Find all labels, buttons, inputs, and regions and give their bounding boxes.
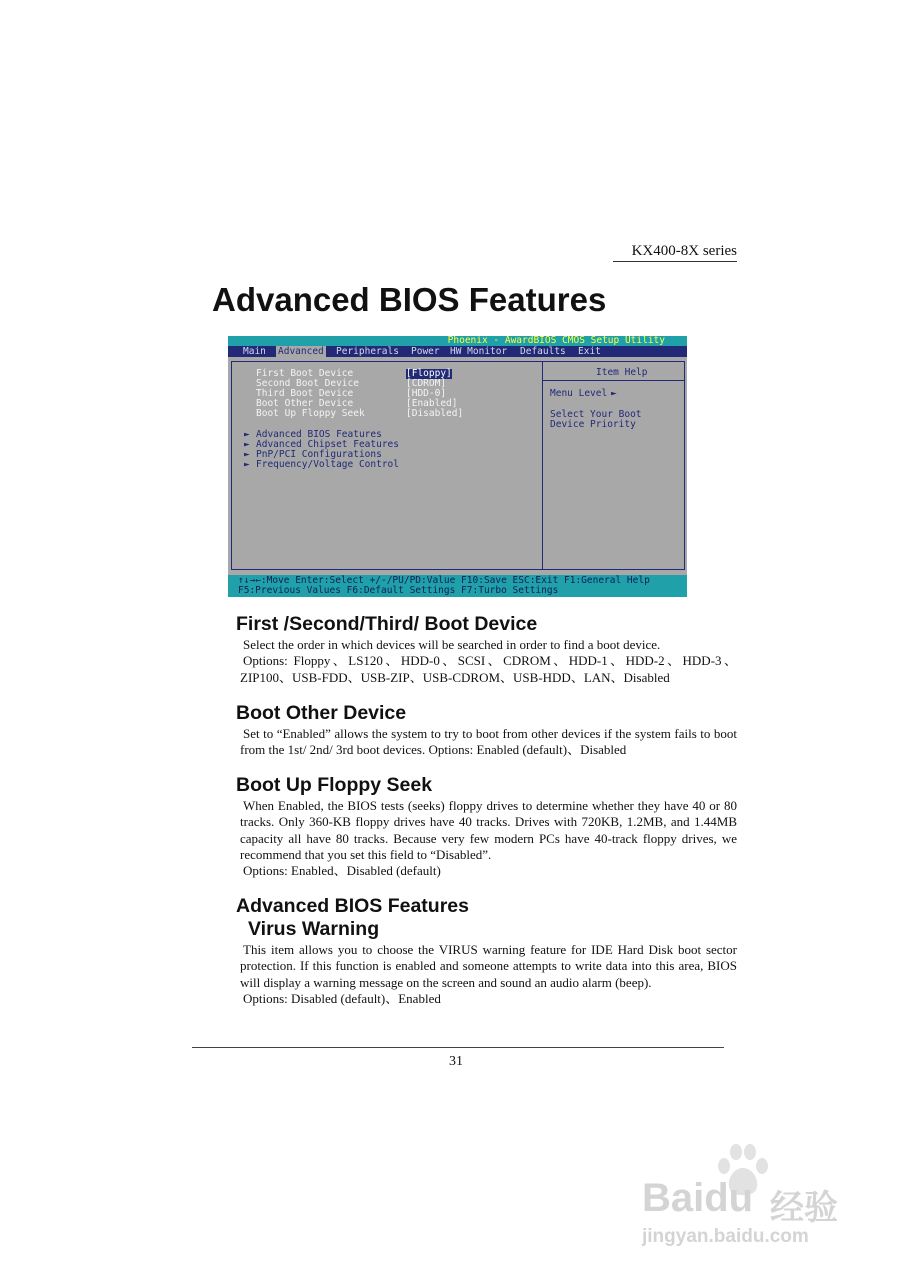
- paragraph: Select the order in which devices will be searched in order to find a boot device.: [243, 637, 661, 652]
- series-label: KX400-8X series: [613, 243, 737, 262]
- paragraph: Options: Enabled、Disabled (default): [243, 863, 441, 879]
- bios-setting-value[interactable]: [HDD-0]: [406, 388, 447, 399]
- submenu-arrow-icon: ►: [244, 439, 250, 450]
- bios-tab-power[interactable]: Power: [411, 346, 440, 357]
- bios-submenu-item[interactable]: Advanced BIOS Features: [256, 429, 382, 440]
- bios-setting-label[interactable]: Boot Other Device: [256, 398, 354, 409]
- bios-help-header-line: [543, 380, 684, 381]
- bios-title: Phoenix - AwardBIOS CMOS Setup Utility: [447, 335, 665, 346]
- bios-title-bar: [228, 336, 687, 346]
- bios-screenshot: [228, 336, 687, 597]
- bios-setting-label[interactable]: Third Boot Device: [256, 388, 354, 399]
- bios-setting-value[interactable]: [CDROM]: [406, 378, 447, 389]
- paragraph: Options: Floppy、LS120、HDD-0、SCSI、CDROM、HDD-1、HDD-2、HDD-3、ZIP100、USB-FDD、USB-ZIP、USB-CDROM、USB-HDD、LAN、Disabled: [240, 653, 737, 685]
- section-heading: Boot Other Device: [236, 702, 407, 724]
- bios-tab-hw-monitor[interactable]: HW Monitor: [450, 346, 508, 357]
- bios-help-text: Select Your Boot: [550, 409, 642, 420]
- section-subheading: Virus Warning: [248, 918, 380, 940]
- baidu-watermark: [640, 1140, 860, 1250]
- submenu-arrow-icon: ►: [244, 449, 250, 460]
- section-body: [240, 726, 737, 759]
- bios-help-menu-level: Menu Level: [550, 388, 608, 399]
- page-number: 31: [449, 1054, 463, 1069]
- bios-tab-advanced[interactable]: Advanced: [278, 346, 324, 357]
- bios-setting-label[interactable]: Boot Up Floppy Seek: [256, 408, 365, 419]
- submenu-arrow-icon: ►: [244, 459, 250, 470]
- bios-help-title: Item Help: [596, 367, 648, 378]
- bios-main-panel: [231, 361, 685, 570]
- bios-submenu-item[interactable]: PnP/PCI Configurations: [256, 449, 382, 460]
- section-body: [240, 942, 737, 1007]
- bios-setting-value[interactable]: [Enabled]: [406, 398, 458, 409]
- bios-key-legend-line: ↑↓→←:Move Enter:Select +/-/PU/PD:Value F10:Save ESC:Exit F1:General Help: [238, 575, 650, 586]
- bios-setting-label[interactable]: Second Boot Device: [256, 378, 359, 389]
- bios-tab-peripherals[interactable]: Peripherals: [336, 346, 399, 357]
- bios-setting-label[interactable]: First Boot Device: [256, 368, 354, 379]
- section-body: [240, 798, 737, 879]
- bios-key-legend-line: F5:Previous Values F6:Default Settings F7:Turbo Settings: [238, 585, 559, 596]
- submenu-arrow-icon: ►: [244, 429, 250, 440]
- bios-menu-bar: [228, 346, 687, 357]
- bios-tab-defaults[interactable]: Defaults: [520, 346, 566, 357]
- bios-help-text: Device Priority: [550, 419, 636, 430]
- bios-submenu-item[interactable]: Advanced Chipset Features: [256, 439, 399, 450]
- bios-submenu-item[interactable]: Frequency/Voltage Control: [256, 459, 399, 470]
- paragraph: This item allows you to choose the VIRUS warning feature for IDE Hard Disk boot sector protection. If this function is enabled and someone attempts to write data into this area, BIOS will display a warning message on the screen and sound an audio alarm (beep).: [240, 942, 737, 990]
- section-body: [240, 637, 737, 686]
- bios-tab-main[interactable]: Main: [243, 346, 266, 357]
- bios-tab-exit[interactable]: Exit: [578, 346, 601, 357]
- section-heading: Boot Up Floppy Seek: [236, 774, 433, 796]
- page-title: Advanced BIOS Features: [212, 281, 607, 318]
- watermark-brand: Baidu: [642, 1176, 754, 1220]
- bios-setting-value[interactable]: [Disabled]: [406, 408, 464, 419]
- section-heading: First /Second/Third/ Boot Device: [236, 613, 538, 635]
- paragraph: Set to “Enabled” allows the system to try to boot from other devices if the system fails to boot from the 1st/ 2nd/ 3rd boot devices. Options: Enabled (default)、Disabled: [240, 726, 737, 758]
- menu-level-arrow-icon: ►: [611, 388, 617, 399]
- bios-panel-divider: [542, 362, 543, 569]
- watermark-cn: 经验: [770, 1189, 838, 1227]
- bios-setting-value[interactable]: [Floppy]: [406, 368, 452, 379]
- paragraph: When Enabled, the BIOS tests (seeks) floppy drives to determine whether they have 40 or 80 tracks. Only 360-KB floppy drives have 40 tracks. Drives with 720KB, 1.2MB, and 1.44MB capacity all have 80 tracks. Because very few modern PCs have 40-track floppy drives, we recommend that you set this field to “Disabled”.: [240, 798, 737, 862]
- bios-key-legend: [228, 575, 687, 597]
- footer-rule: [192, 1047, 724, 1048]
- watermark-url: jingyan.baidu.com: [642, 1226, 809, 1247]
- paragraph: Options: Disabled (default)、Enabled: [243, 990, 441, 1006]
- section-heading: Advanced BIOS Features: [236, 895, 469, 917]
